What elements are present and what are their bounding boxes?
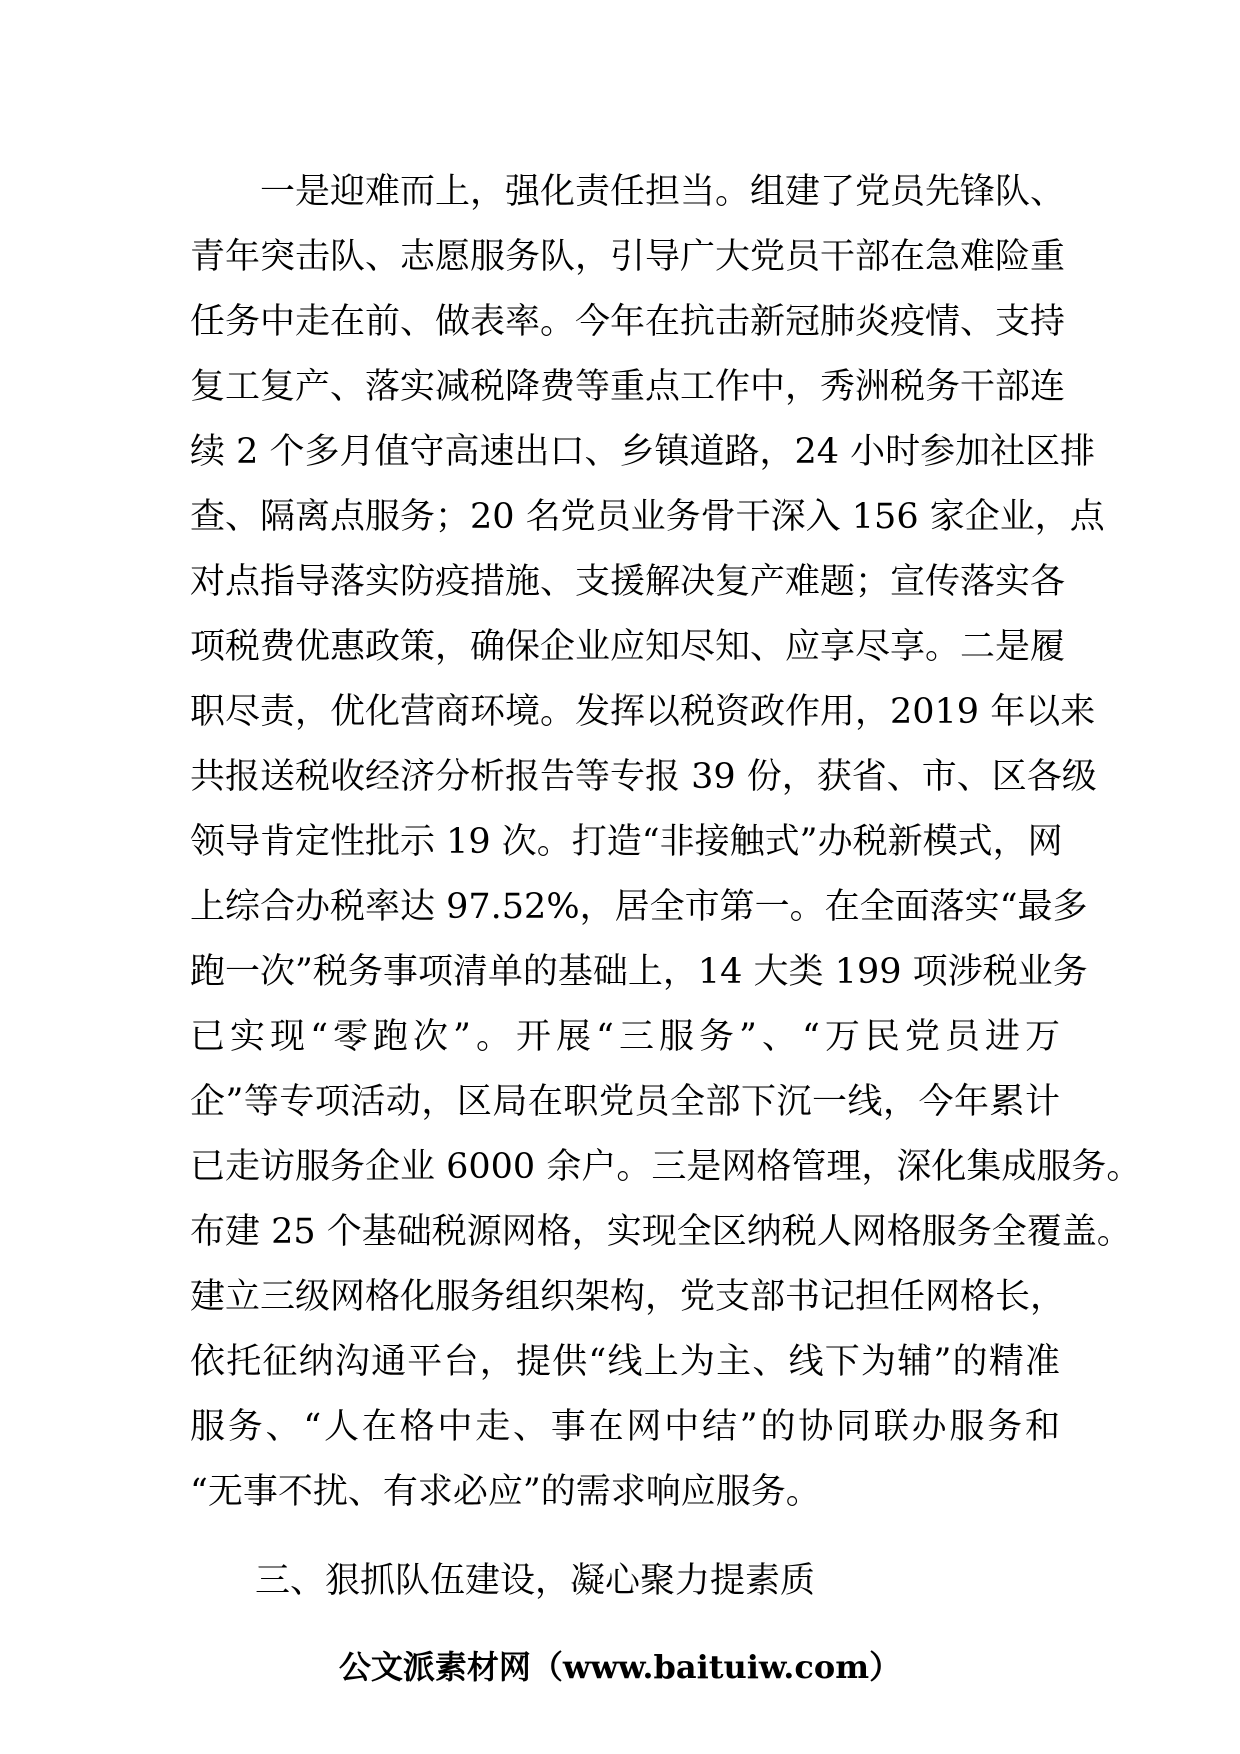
page-footer: 公文派素材网（www.baituiw.com） <box>338 1648 902 1686</box>
paragraph-line: 对点指导落实防疫措施、支援解决复产难题；宣传落实各 <box>190 562 1066 602</box>
paragraph-line: 查、隔离点服务；20 名党员业务骨干深入 156 家企业，点 <box>190 497 1105 537</box>
section-heading: 三、狠抓队伍建设，凝心聚力提素质 <box>255 1561 816 1601</box>
paragraph-line: 上综合办税率达 97.52%，居全市第一。在全面落实“最多 <box>190 887 1088 927</box>
paragraph-line: 建立三级网格化服务组织架构，党支部书记担任网格长， <box>190 1277 1066 1317</box>
paragraph-line: 依托征纳沟通平台，提供“线上为主、线下为辅”的精准 <box>190 1342 1060 1382</box>
paragraph-line: 已走访服务企业 6000 余户。三是网格管理，深化集成服务。 <box>190 1147 1142 1187</box>
paragraph-line: 跑一次”税务事项清单的基础上，14 大类 199 项涉税业务 <box>190 952 1088 992</box>
paragraph-line: 项税费优惠政策，确保企业应知尽知、应享尽享。二是履 <box>190 627 1066 667</box>
paragraph-line: 服务、“人在格中走、事在网中结”的协同联办服务和 <box>190 1407 1060 1447</box>
paragraph-line: 续 2 个多月值守高速出口、乡镇道路，24 小时参加社区排 <box>190 432 1096 472</box>
paragraph-line: 职尽责，优化营商环境。发挥以税资政作用，2019 年以来 <box>190 692 1096 732</box>
paragraph-line: 青年突击队、志愿服务队，引导广大党员干部在急难险重 <box>190 237 1066 277</box>
paragraph-line: 任务中走在前、做表率。今年在抗击新冠肺炎疫情、支持 <box>190 302 1066 342</box>
paragraph-line: 布建 25 个基础税源网格，实现全区纳税人网格服务全覆盖。 <box>190 1212 1132 1252</box>
paragraph-line: 共报送税收经济分析报告等专报 39 份，获省、市、区各级 <box>190 757 1097 797</box>
paragraph-line: 企”等专项活动，区局在职党员全部下沉一线，今年累计 <box>190 1082 1060 1122</box>
paragraph-line: 复工复产、落实减税降费等重点工作中，秀洲税务干部连 <box>190 367 1066 407</box>
paragraph-line: 领导肯定性批示 19 次。打造“非接触式”办税新模式，网 <box>190 822 1063 862</box>
paragraph-line: 一是迎难而上，强化责任担当。组建了党员先锋队、 <box>190 172 1066 212</box>
body-paragraph <box>190 160 1142 1525</box>
paragraph-line: “无事不扰、有求必应”的需求响应服务。 <box>190 1472 821 1512</box>
paragraph-line: 已实现“零跑次”。开展“三服务”、“万民党员进万 <box>190 1017 1060 1057</box>
